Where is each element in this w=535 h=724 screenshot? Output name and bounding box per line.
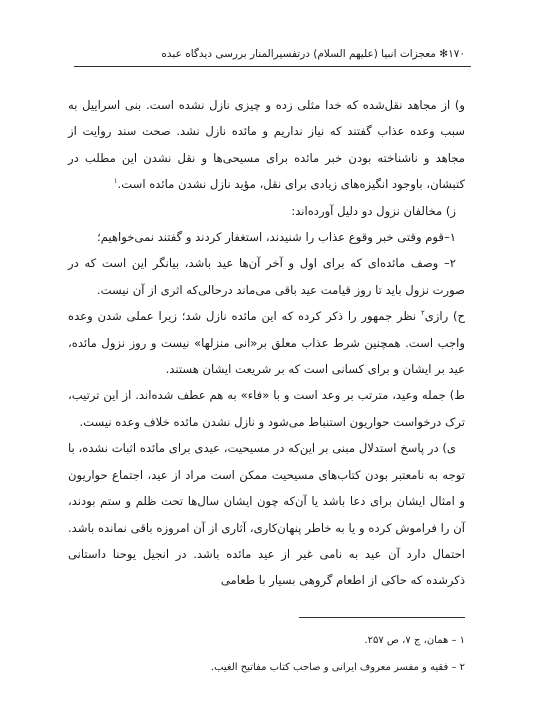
paragraph-text: نظر جمهور را ذکر کرده که این مائده نازل شد؛ زیرا عملی شدن وعده واجب است. همچنین شرط عذاب معلق بر«انی منزلها» نیست و روز نزول مائده، عید بر ایشان و برای کسانی است که بر شریعت ایشان هستند.	[68, 309, 465, 377]
paragraph-ze	[68, 198, 465, 224]
paragraph-text: ز) مخالفان نزول دو دلیل آورده‌اند:	[291, 203, 456, 218]
paragraph-he	[68, 303, 465, 382]
paragraph-ta	[68, 382, 465, 435]
paragraph-text: ی) در پاسخ استدلال مبنی بر این‌که در مسیحیت، عیدی برای مائده اثبات نشده، با توجه به نامعتبر بودن کتاب‌های مسیحیت ممکن است مراد از عید، اجتماع حواریون و امثال ایشان برای دعا باشد یا آن‌که چون ایشان سال‌ها تحت ظلم و ستم بودند، آن را فراموش کرده و یا به خاطر پنهان‌کاری، آثاری از آن امروزه باقی نمانده باشد. احتمال دارد آن عید به نامی غیر از عید مائده باشد. در انجیل یوحنا داستانی ذکرشده که حاکی از اطعام گروهی بسیار با طعامی	[68, 441, 465, 588]
paragraph-item-2	[68, 250, 465, 303]
paragraph-text: ح) رازی	[424, 309, 466, 324]
page-number: ۱۷۰	[448, 48, 465, 60]
footnotes	[68, 627, 465, 681]
paragraph-text: ۱–قوم وقتی خبر وقوع عذاب را شنیدند، استغفار کردند و گفتند نمی‌خواهیم؛	[97, 230, 456, 245]
footnote-rule	[299, 617, 465, 618]
header-separator: ✻	[439, 48, 449, 60]
paragraph-vav	[68, 92, 465, 198]
running-header	[65, 48, 465, 60]
header-rule	[74, 66, 471, 67]
paragraph-text: ط) جمله وعید، مترتب بر وعد است و با «فاء» به هم عطف شده‌اند. از این ترتیب، ترک درخواست حواریون استنباط می‌شود و نازل نشدن مائده خلاف وعده نیست.	[68, 388, 465, 429]
paragraph-text: ۲– وصف مائده‌ای که برای اول و آخر آن‌ها عید باشد، بیانگر این است که در صورت نزول باید تا روز قیامت عید باقی می‌ماند درحالی‌که اثری از آن نیست.	[68, 256, 465, 297]
paragraph-ye	[68, 435, 465, 593]
paragraph-item-1	[68, 224, 465, 250]
body-text	[68, 92, 465, 594]
footnote-2: ۲ – فقیه و مفسر معروف ایرانی و صاحب کتاب مفاتیح الغیب.	[210, 662, 465, 673]
footnote-ref-2: ۲	[420, 309, 425, 318]
paragraph-text: و) از مجاهد نقل‌شده که خدا مثلی زده و چیزی نازل نشده است. بنی اسرایيل به سبب وعده عذاب گفتند که نیاز نداریم و مائده نازل نشد. صحت سند روایت از مجاهد و ناشناخته بودن خبر مائده برای مسیحی‌ها و نقل نشدن این مطلب در کتبشان، باوجود انگیزه‌های زیادی برای نقل، مؤید نازل نشدن مائده است.	[68, 98, 465, 192]
footnote-1: ۱ – همان، ج ۷، ص ۲۵۷.	[364, 635, 465, 646]
footnote-ref-1: ۱	[113, 177, 118, 186]
header-title: معجزات انبیا (علیهم السلام) درتفسیرالمنار بررسی دیدگاه عبده	[161, 48, 436, 60]
